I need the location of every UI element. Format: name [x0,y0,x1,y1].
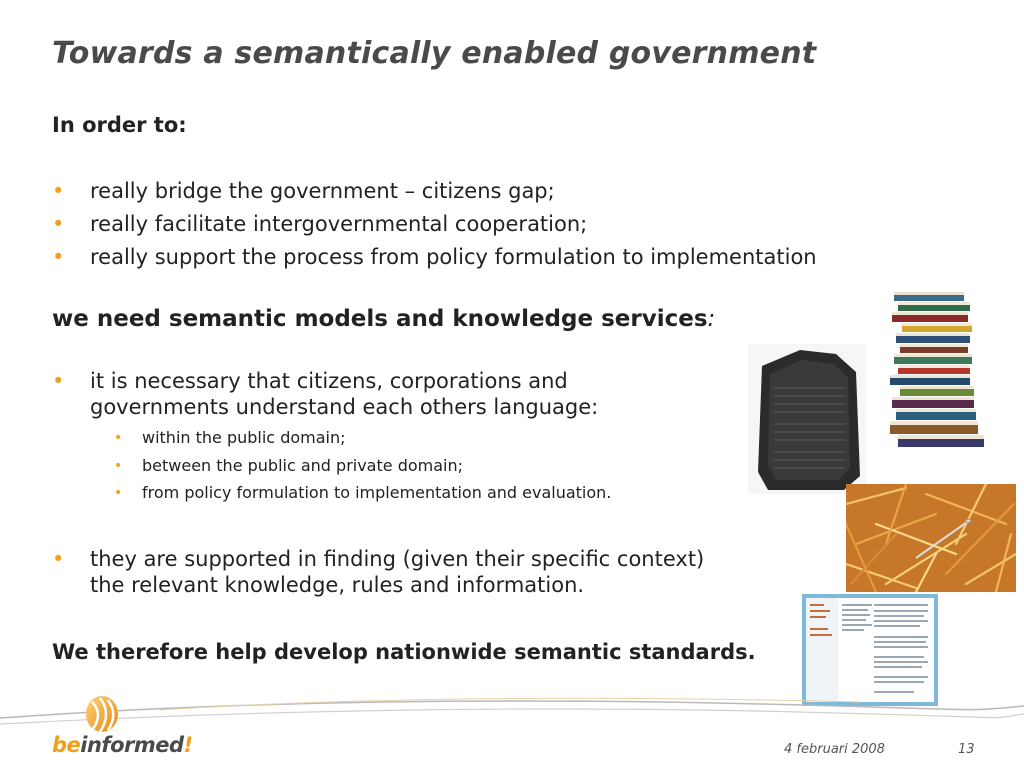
list-item [52,178,817,204]
goals-list [52,178,817,270]
need-text-line: governments understand each others language: [90,395,599,419]
bullet-icon: • [114,457,123,474]
list-item [52,368,782,420]
domains-sublist [114,428,611,503]
bullet-icon: • [52,179,65,203]
bullet-icon: • [114,485,123,501]
rosetta-stone-image [748,344,866,494]
need-text-line: it is necessary that citizens, corporations and [90,369,568,393]
needs-list-continued [52,546,782,598]
need-text-line: the relevant knowledge, rules and information. [90,573,585,597]
sub-item-text: between the public and private domain; [142,455,463,475]
section-heading-text: we need semantic models and knowledge services [52,306,708,332]
list-item [52,244,817,270]
section-heading-colon: : [707,306,716,332]
logo-informed: informed [80,733,184,757]
bullet-icon: • [52,212,65,236]
intro-label: In order to: [52,113,187,137]
section-heading [52,306,715,332]
sub-list-item [114,428,611,448]
logo-excl: ! [183,733,193,757]
sub-list-item [114,483,611,503]
haystack-needle-image [846,484,1016,592]
bullet-icon: • [52,547,65,571]
sub-list-item [114,456,611,476]
books-stack-image [888,282,996,452]
goal-text: really facilitate intergovernmental cooperation; [90,212,588,236]
logo-icon [82,690,122,734]
page-number: 13 [958,742,975,757]
sub-item-text: from policy formulation to implementation and evaluation. [142,483,612,502]
needs-list [52,368,782,420]
logo-be: be [52,733,81,757]
goal-text: really bridge the government – citizens gap; [90,179,555,203]
footer-swoosh [0,690,1024,730]
bullet-icon: • [52,245,65,269]
need-text-line: they are supported in finding (given their specific context) [90,547,705,571]
company-logo [52,733,193,757]
sub-item-text: within the public domain; [142,428,346,447]
list-item [52,546,782,598]
list-item [52,211,817,237]
closing-statement: We therefore help develop nationwide semantic standards. [52,640,756,664]
bullet-icon: • [52,369,65,393]
goal-text: really support the process from policy formulation to implementation [90,245,817,269]
bullet-icon: • [114,430,123,446]
slide-title: Towards a semantically enabled government [52,36,817,71]
footer-date: 4 februari 2008 [784,742,885,757]
